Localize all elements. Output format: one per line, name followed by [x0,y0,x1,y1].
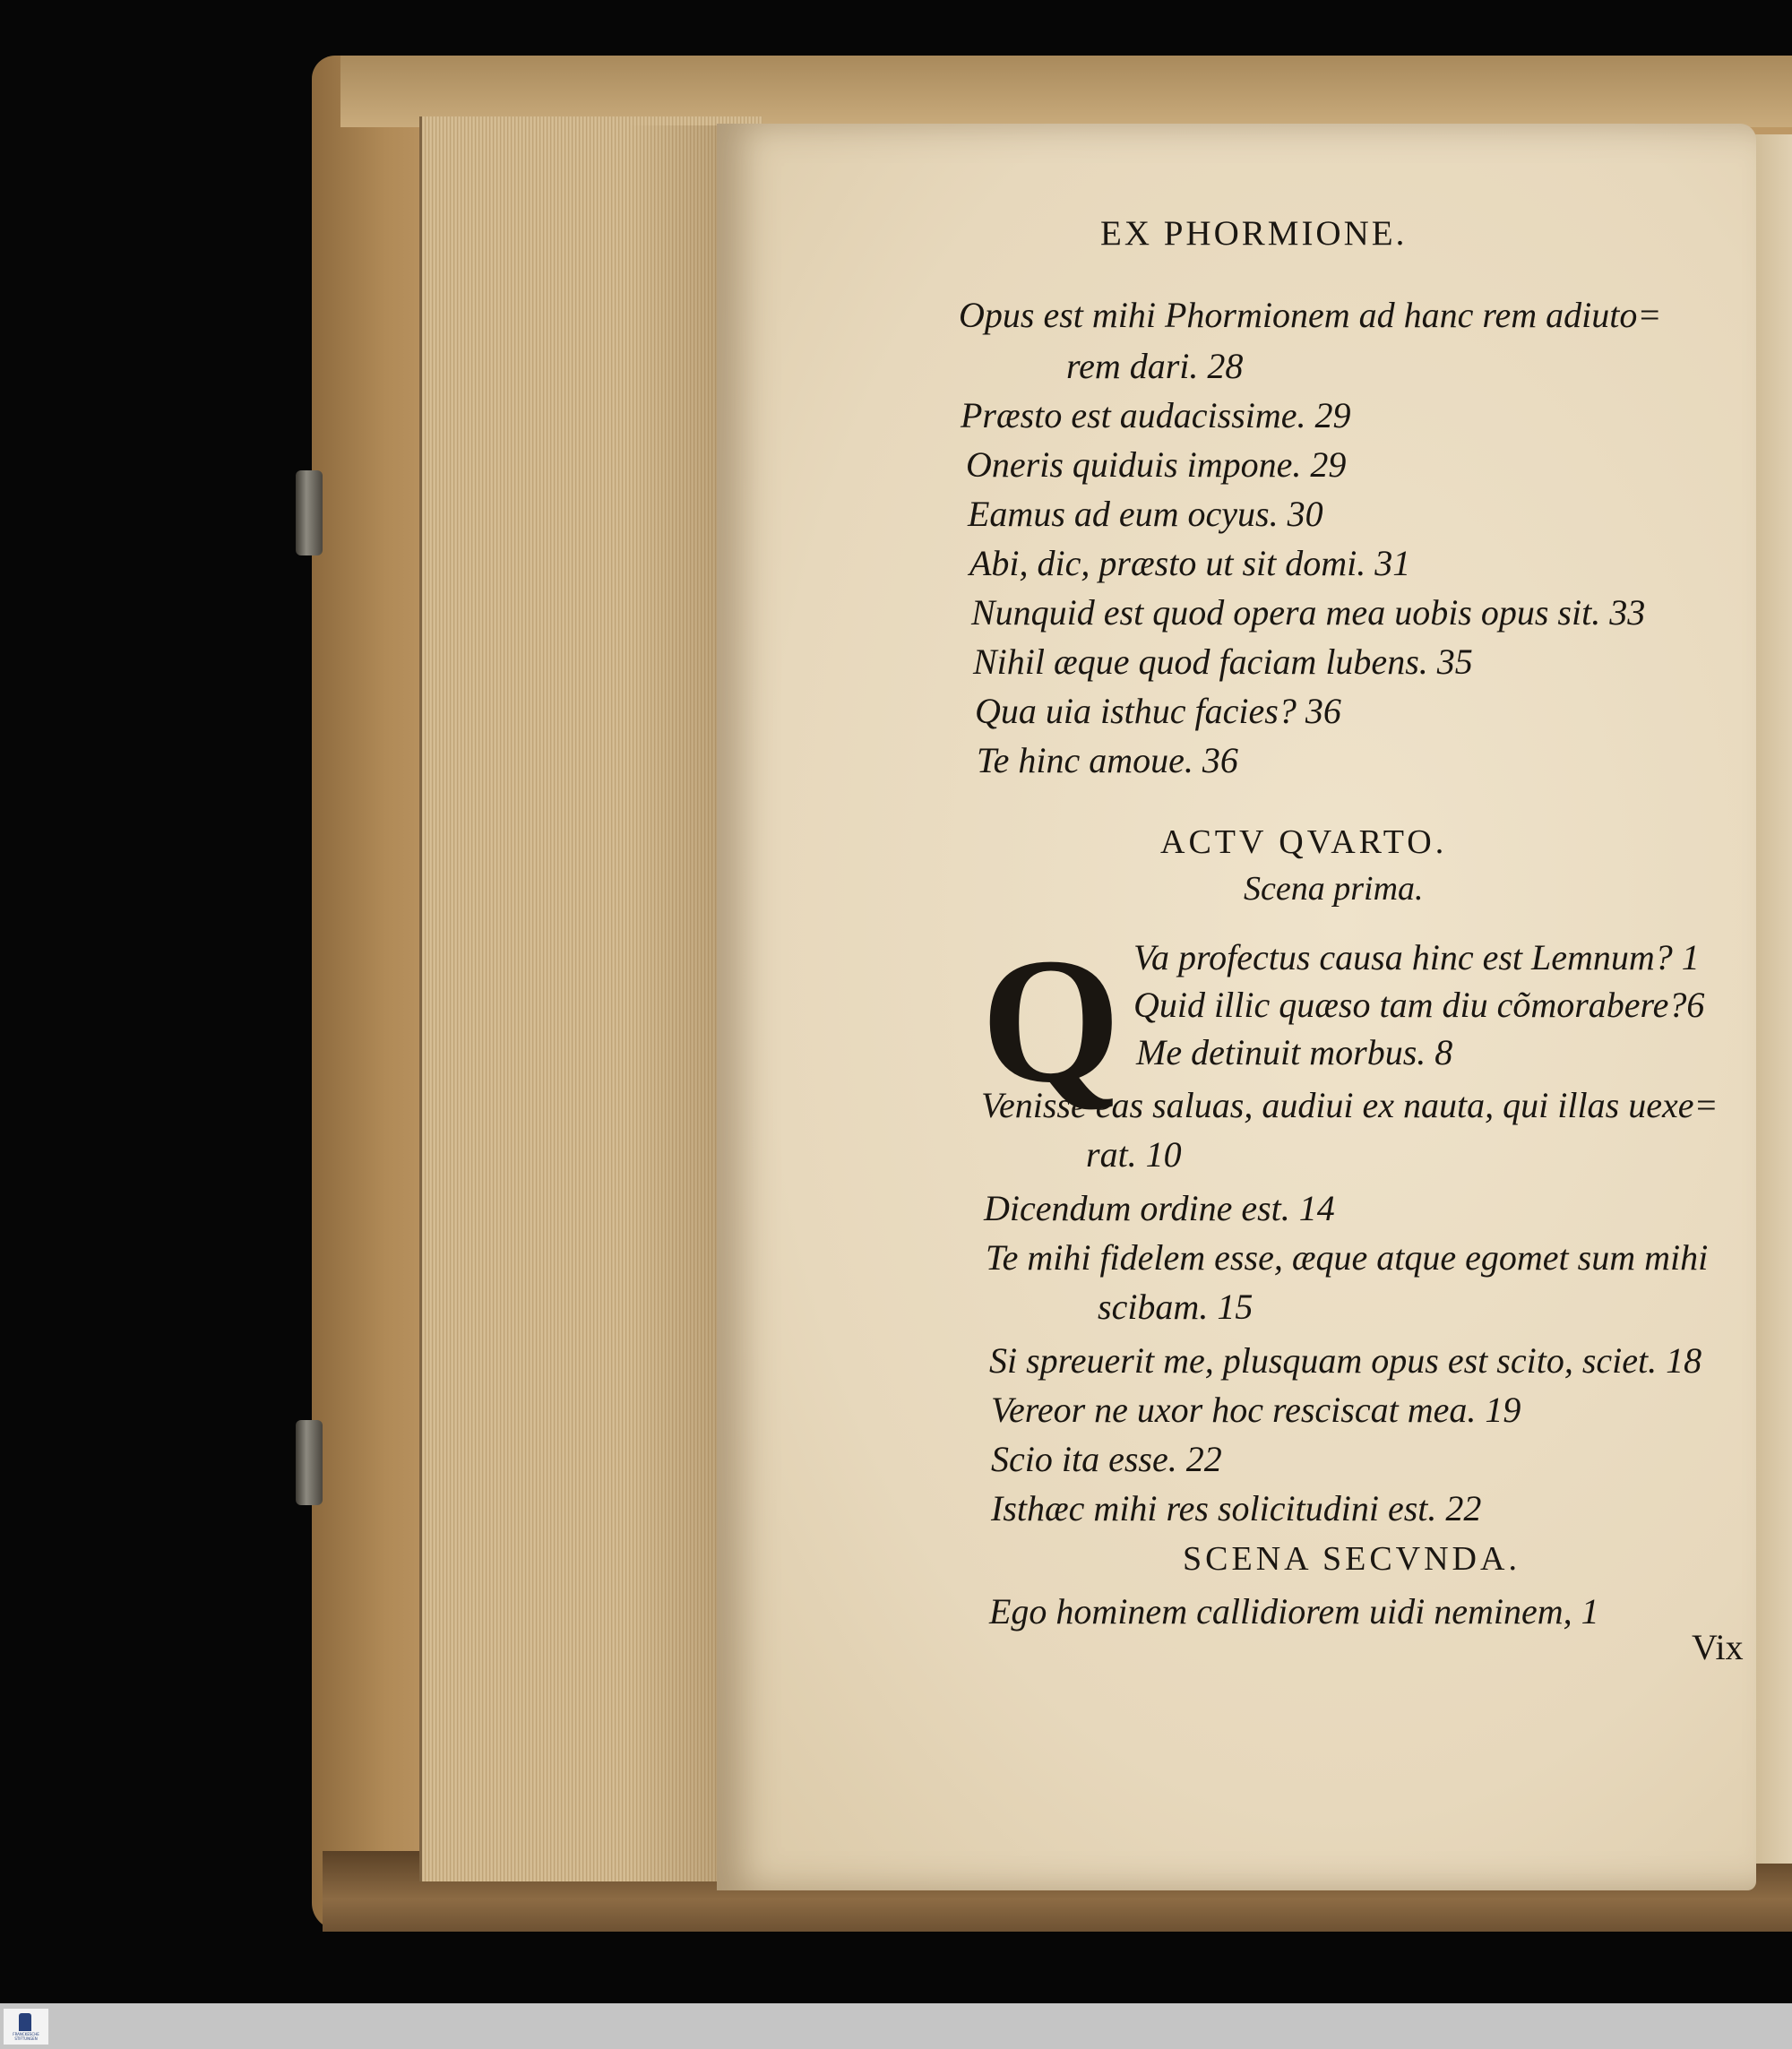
text-line: Te hinc amoue. 36 [977,740,1238,780]
library-logo-text: FRANCKESCHE STIFTUNGEN [13,2032,39,2041]
running-head: EX PHORMIONE. [1100,214,1408,253]
text-line: Vereor ne uxor hoc resciscat mea. 19 [991,1390,1521,1430]
text-line: Ego hominem callidiorem uidi neminem, 1 [989,1591,1599,1631]
text-line: rem dari. 28 [1066,346,1244,386]
text-line: Nihil æque quod faciam lubens. 35 [973,641,1473,682]
viewer-footer-bar [0,2003,1792,2049]
act-heading: ACTV QVARTO. [1160,823,1448,861]
text-line: Abi, dic, præsto ut sit domi. 31 [969,543,1411,583]
text-line: Præsto est audacissime. 29 [961,395,1351,435]
text-line: Isthæc mihi res solicitudini est. 22 [991,1488,1482,1528]
text-line: Te mihi fidelem esse, æque atque egomet sum mihi [986,1237,1709,1278]
text-line: Qua uia isthuc facies? 36 [975,691,1341,731]
scene-two-heading: SCENA SECVNDA. [1183,1540,1521,1578]
text-line: Me detinuit morbus. 8 [1136,1032,1453,1072]
clasp-top [296,470,323,555]
text-line: Si spreuerit me, plusquam opus est scito, sciet. 18 [989,1340,1702,1381]
text-line: scibam. 15 [1098,1287,1254,1327]
text-line: Scio ita esse. 22 [991,1439,1222,1479]
text-line: Opus est mihi Phormionem ad hanc rem adiuto= [959,295,1662,335]
drop-cap: Q [981,922,1121,1120]
text-line: Oneris quiduis impone. 29 [966,444,1347,485]
catchword: Vix [1692,1627,1744,1667]
library-logo-icon [19,2013,31,2031]
scene-one-heading: Scena prima. [1244,870,1424,908]
text-line: Quid illic quæso tam diu cõmorabere?6 [1133,985,1705,1025]
clasp-bottom [296,1420,323,1505]
text-line: Nunquid est quod opera mea uobis opus sit. 33 [971,592,1646,633]
text-line: Dicendum ordine est. 14 [984,1188,1335,1228]
text-line: Venisse eas saluas, audiui ex nauta, qui illas uexe= [981,1085,1719,1125]
text-line: Va profectus causa hinc est Lemnum? 1 [1133,937,1700,977]
text-line: rat. 10 [1086,1134,1182,1175]
text-line: Eamus ad eum ocyus. 30 [968,494,1323,534]
